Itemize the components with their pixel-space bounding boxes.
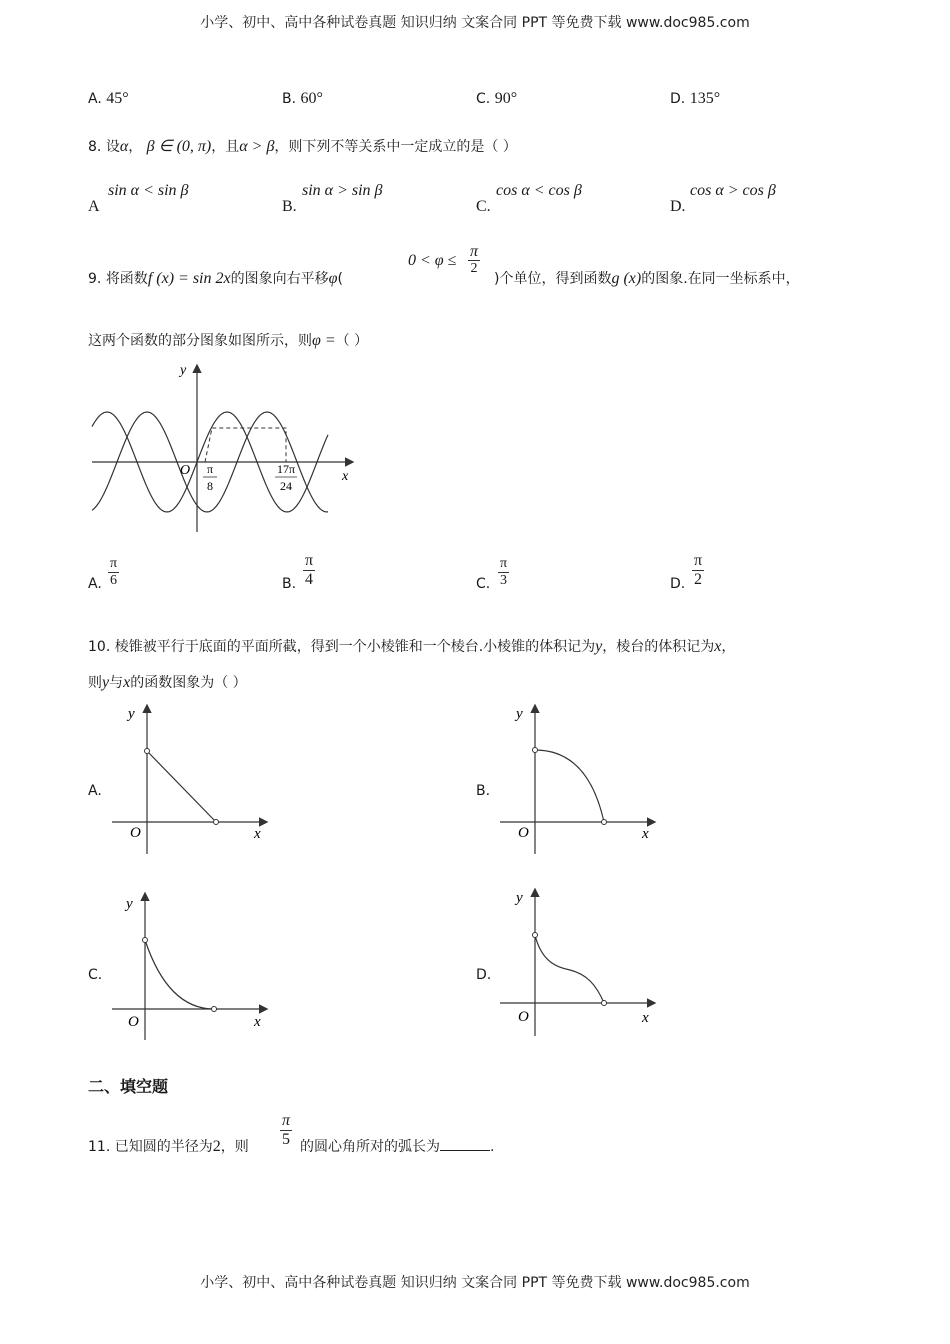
stem-text: ，则 xyxy=(220,1139,249,1155)
option-value: 90° xyxy=(494,90,518,107)
option-value: 60° xyxy=(300,90,323,107)
math-phi-eq: φ = xyxy=(312,332,336,349)
q7-option-d[interactable] xyxy=(670,90,720,108)
answer-blank[interactable] xyxy=(440,1136,490,1151)
q10-option-b[interactable]: B. xyxy=(476,783,491,799)
q9-option-d[interactable] xyxy=(670,576,685,592)
option-value: 135° xyxy=(689,90,721,107)
math-y: y xyxy=(102,674,110,691)
stem-text: 与 xyxy=(109,675,124,691)
origin-label: O xyxy=(518,1009,529,1025)
math-beta-range: β ∈ (0, π) xyxy=(146,138,212,155)
stem-text: （ ） xyxy=(335,333,369,349)
frac-den: 4 xyxy=(305,571,314,588)
y-label: y xyxy=(126,896,133,912)
q10-option-a[interactable]: A. xyxy=(88,783,102,799)
x-label: x xyxy=(254,826,261,842)
stem-text: ( xyxy=(337,271,343,287)
stem-text: 的圆心角所对的弧长为 xyxy=(300,1139,440,1155)
stem-text: ，棱台的体积记为 xyxy=(602,639,715,655)
q9-sine-graph xyxy=(88,360,368,540)
x-label: x xyxy=(342,469,349,484)
q9-cond-left: 0 < φ ≤ xyxy=(408,252,457,269)
math-phi: φ xyxy=(328,270,338,287)
frac-den: 6 xyxy=(110,573,118,588)
q9-option-b[interactable] xyxy=(282,576,296,592)
option-value: 45° xyxy=(106,90,129,107)
stem-text: ， xyxy=(128,139,143,155)
tick1-den: 8 xyxy=(207,479,213,493)
q10-stem-line2 xyxy=(88,672,247,692)
page-header: 小学、初中、高中各种试卷真题 知识归纳 文案合同 PPT 等免费下载 www.doc985.com xyxy=(200,15,750,31)
frac-num: π xyxy=(694,552,703,569)
q9-stem-line1-end xyxy=(494,268,800,288)
frac-num: π xyxy=(282,1112,291,1129)
q10-stem-line1 xyxy=(88,636,735,656)
y-label: y xyxy=(516,706,523,722)
option-letter: D. xyxy=(670,91,686,107)
function-curve xyxy=(145,940,214,1009)
x-label: x xyxy=(254,1014,261,1030)
frac-num: π xyxy=(110,556,118,571)
frac-den: 5 xyxy=(282,1131,290,1148)
y-label: y xyxy=(516,890,523,906)
math-radius: 2 xyxy=(212,1138,221,1155)
option-expr: sin α > sin β xyxy=(302,182,383,199)
stem-text: 的图象向右平移 xyxy=(230,271,329,287)
frac-den: 3 xyxy=(500,573,508,588)
option-expr: cos α < cos β xyxy=(496,182,582,199)
option-letter: C. xyxy=(476,576,491,592)
q11-stem xyxy=(88,1136,249,1156)
q9-cond-frac xyxy=(468,244,480,277)
q9-option-c-frac xyxy=(498,556,509,589)
q11-stem-end xyxy=(300,1136,494,1156)
option-letter: A xyxy=(88,198,100,215)
option-letter: C. xyxy=(476,198,491,215)
question-number: 8. xyxy=(88,139,102,155)
q9-option-a[interactable] xyxy=(88,576,102,592)
q8-stem xyxy=(88,136,517,156)
q7-option-c[interactable] xyxy=(476,90,517,108)
function-curve xyxy=(535,935,604,1003)
section-title: 二、填空题 xyxy=(88,1077,169,1096)
q10-option-d[interactable]: D. xyxy=(476,967,492,983)
x-label: x xyxy=(642,1010,649,1026)
frac-num: π xyxy=(470,243,479,260)
stem-text: 设 xyxy=(105,139,120,155)
stem-text: 的函数图象为（ ） xyxy=(130,675,247,691)
math-g: g (x) xyxy=(611,270,642,287)
math-f: f (x) = sin 2x xyxy=(147,270,231,287)
frac-num: π xyxy=(500,556,508,571)
stem-text: . xyxy=(490,1139,495,1155)
origin-label: O xyxy=(130,825,141,841)
stem-text: )个单位，得到函数 xyxy=(494,271,612,287)
origin-label: O xyxy=(180,463,191,478)
stem-text: 这两个函数的部分图象如图所示，则 xyxy=(88,333,312,349)
math-y: y xyxy=(595,638,603,655)
math-x: x xyxy=(714,638,722,655)
option-letter: B. xyxy=(282,198,297,215)
stem-text: 10. 棱锥被平行于底面的平面所截，得到一个小棱锥和一个棱台.小棱锥的体积记为 xyxy=(88,639,596,655)
frac-den: 2 xyxy=(470,261,478,276)
tick1-num: π xyxy=(206,462,214,476)
stem-text: ，则下列不等关系中一定成立的是（ ） xyxy=(274,139,517,155)
option-letter: A. xyxy=(88,91,102,107)
function-curve xyxy=(147,751,216,822)
q10-graph-c xyxy=(108,888,278,1048)
question-number: 9. xyxy=(88,271,102,287)
stem-text: 的图象.在同一坐标系中， xyxy=(641,271,800,287)
option-letter: D. xyxy=(670,576,686,592)
origin-label: O xyxy=(518,825,529,841)
stem-text: ， xyxy=(721,639,736,655)
stem-text: ，且 xyxy=(211,139,240,155)
frac-num: π xyxy=(305,552,314,569)
origin-label: O xyxy=(128,1014,139,1030)
q10-graph-d xyxy=(496,884,666,1044)
stem-text: 则 xyxy=(88,675,102,691)
option-letter: B. xyxy=(282,576,297,592)
q9-option-b-frac xyxy=(303,552,315,589)
math-x: x xyxy=(123,674,131,691)
option-expr: cos α > cos β xyxy=(690,182,776,199)
frac-den: 2 xyxy=(694,571,703,588)
math-condition: α > β xyxy=(239,138,275,155)
q11-frac xyxy=(280,1112,292,1149)
option-expr: sin α < sin β xyxy=(108,182,189,199)
q9-option-d-frac xyxy=(692,552,704,589)
page-footer: 小学、初中、高中各种试卷真题 知识归纳 文案合同 PPT 等免费下载 www.doc985.com xyxy=(200,1275,750,1291)
tick2-den: 24 xyxy=(280,479,292,493)
q10-option-c[interactable]: C. xyxy=(88,967,103,983)
q7-option-a[interactable] xyxy=(88,90,129,108)
q9-stem-line2 xyxy=(88,330,368,350)
q9-stem-line1 xyxy=(88,268,343,288)
math-alpha: α xyxy=(119,138,129,155)
q9-option-c[interactable] xyxy=(476,576,490,592)
x-label: x xyxy=(642,826,649,842)
option-letter: B. xyxy=(282,91,297,107)
q7-option-b[interactable] xyxy=(282,90,323,108)
q10-graph-b xyxy=(496,700,666,860)
stem-text: 将函数 xyxy=(105,271,148,287)
option-letter: A. xyxy=(88,576,102,592)
function-curve xyxy=(535,750,604,822)
tick2-num: 17π xyxy=(276,462,296,476)
option-letter: C. xyxy=(476,91,491,107)
option-letter: D. xyxy=(670,198,686,215)
q10-graph-a xyxy=(108,700,278,860)
y-label: y xyxy=(128,706,135,722)
q9-option-a-frac xyxy=(108,556,119,589)
stem-text: 11. 已知圆的半径为 xyxy=(88,1139,213,1155)
y-label: y xyxy=(180,363,187,378)
